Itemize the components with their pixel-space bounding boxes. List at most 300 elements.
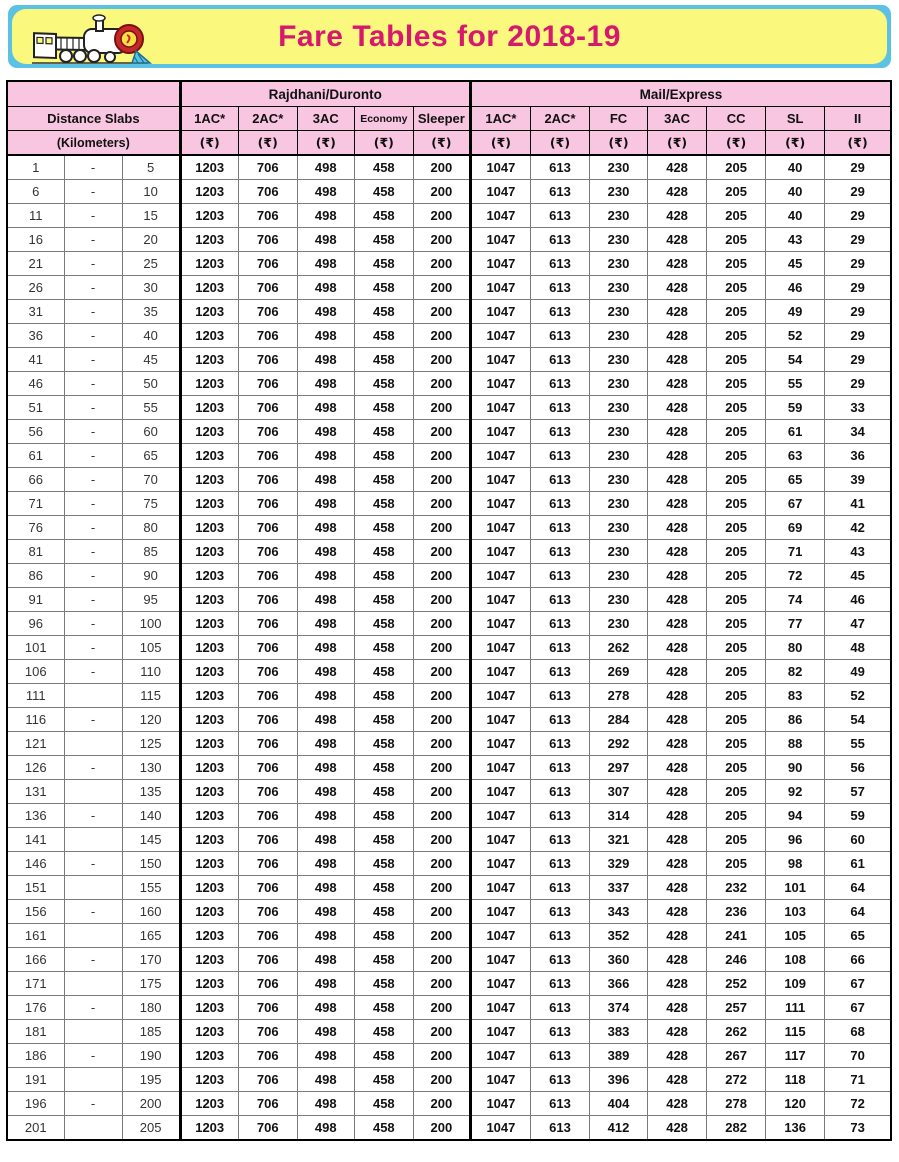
distance-dash-cell (64, 972, 122, 996)
distance-from-cell: 181 (7, 1020, 64, 1044)
table-row (7, 276, 891, 300)
fare-cell: 200 (413, 396, 470, 420)
fare-cell: 458 (354, 228, 413, 252)
fare-cell: 45 (825, 564, 891, 588)
distance-from-cell: 96 (7, 612, 64, 636)
fare-cell: 498 (297, 972, 354, 996)
fare-cell: 205 (707, 852, 766, 876)
distance-to-cell: 195 (122, 1068, 180, 1092)
currency-unit-cell: (₹) (180, 131, 238, 156)
fare-cell: 230 (590, 588, 648, 612)
fare-cell: 200 (413, 612, 470, 636)
distance-to-cell: 95 (122, 588, 180, 612)
table-row (7, 732, 891, 756)
distance-to-cell: 145 (122, 828, 180, 852)
table-row (7, 1020, 891, 1044)
table-row (7, 612, 891, 636)
table-row (7, 564, 891, 588)
fare-cell: 706 (238, 852, 297, 876)
fare-cell: 54 (766, 348, 825, 372)
fare-cell: 1047 (470, 276, 530, 300)
fare-cell: 205 (707, 372, 766, 396)
distance-to-cell: 10 (122, 180, 180, 204)
distance-dash-cell: - (64, 900, 122, 924)
fare-cell: 230 (590, 444, 648, 468)
fare-cell: 498 (297, 924, 354, 948)
fare-cell: 1047 (470, 756, 530, 780)
fare-table (6, 80, 892, 1141)
table-row (7, 708, 891, 732)
fare-cell: 498 (297, 996, 354, 1020)
fare-cell: 613 (530, 636, 589, 660)
fare-cell: 1047 (470, 324, 530, 348)
class-header-raj-economy: Economy (354, 107, 413, 131)
fare-cell: 498 (297, 684, 354, 708)
table-row (7, 924, 891, 948)
fare-cell: 101 (766, 876, 825, 900)
fare-cell: 498 (297, 396, 354, 420)
fare-cell: 458 (354, 612, 413, 636)
fare-cell: 428 (648, 780, 707, 804)
fare-cell: 613 (530, 420, 589, 444)
distance-dash-cell: - (64, 420, 122, 444)
fare-cell: 706 (238, 876, 297, 900)
fare-cell: 230 (590, 252, 648, 276)
fare-cell: 205 (707, 756, 766, 780)
fare-cell: 1047 (470, 396, 530, 420)
table-row (7, 1092, 891, 1116)
table-row (7, 228, 891, 252)
distance-from-cell: 61 (7, 444, 64, 468)
fare-cell: 230 (590, 564, 648, 588)
table-row (7, 948, 891, 972)
table-row (7, 684, 891, 708)
fare-cell: 205 (707, 252, 766, 276)
fare-cell: 428 (648, 1092, 707, 1116)
fare-cell: 292 (590, 732, 648, 756)
fare-cell: 200 (413, 756, 470, 780)
distance-from-cell: 151 (7, 876, 64, 900)
fare-cell: 117 (766, 1044, 825, 1068)
fare-cell: 1203 (180, 324, 238, 348)
distance-from-cell: 106 (7, 660, 64, 684)
header-empty-cell (7, 81, 180, 107)
fare-cell: 29 (825, 155, 891, 180)
fare-cell: 428 (648, 420, 707, 444)
fare-cell: 205 (707, 276, 766, 300)
fare-cell: 458 (354, 852, 413, 876)
fare-cell: 706 (238, 396, 297, 420)
fare-cell: 1203 (180, 852, 238, 876)
distance-from-cell: 171 (7, 972, 64, 996)
distance-from-cell: 71 (7, 492, 64, 516)
fare-cell: 200 (413, 252, 470, 276)
table-row (7, 780, 891, 804)
fare-cell: 200 (413, 972, 470, 996)
fare-cell: 29 (825, 324, 891, 348)
fare-cell: 70 (825, 1044, 891, 1068)
fare-cell: 257 (707, 996, 766, 1020)
fare-cell: 321 (590, 828, 648, 852)
distance-to-cell: 30 (122, 276, 180, 300)
distance-to-cell: 140 (122, 804, 180, 828)
fare-cell: 1047 (470, 540, 530, 564)
fare-cell: 43 (825, 540, 891, 564)
distance-dash-cell: - (64, 324, 122, 348)
fare-cell: 1047 (470, 1116, 530, 1141)
fare-cell: 43 (766, 228, 825, 252)
distance-dash-cell: - (64, 276, 122, 300)
fare-cell: 706 (238, 516, 297, 540)
fare-cell: 706 (238, 708, 297, 732)
fare-cell: 63 (766, 444, 825, 468)
fare-cell: 412 (590, 1116, 648, 1141)
distance-from-cell: 36 (7, 324, 64, 348)
fare-cell: 1047 (470, 684, 530, 708)
fare-cell: 498 (297, 780, 354, 804)
distance-from-cell: 46 (7, 372, 64, 396)
fare-cell: 200 (413, 1020, 470, 1044)
fare-cell: 706 (238, 732, 297, 756)
fare-cell: 252 (707, 972, 766, 996)
fare-cell: 613 (530, 852, 589, 876)
fare-cell: 205 (707, 420, 766, 444)
fare-cell: 205 (707, 204, 766, 228)
fare-cell: 200 (413, 204, 470, 228)
fare-cell: 49 (766, 300, 825, 324)
fare-cell: 118 (766, 1068, 825, 1092)
fare-cell: 39 (825, 468, 891, 492)
fare-cell: 329 (590, 852, 648, 876)
distance-from-cell: 1 (7, 155, 64, 180)
fare-cell: 1047 (470, 636, 530, 660)
fare-cell: 428 (648, 996, 707, 1020)
fare-cell: 498 (297, 155, 354, 180)
fare-cell: 428 (648, 444, 707, 468)
fare-cell: 1203 (180, 588, 238, 612)
fare-cell: 1203 (180, 1068, 238, 1092)
fare-cell: 205 (707, 588, 766, 612)
fare-cell: 458 (354, 1116, 413, 1141)
fare-cell: 498 (297, 1092, 354, 1116)
fare-cell: 428 (648, 348, 707, 372)
distance-dash-cell: - (64, 204, 122, 228)
fare-cell: 613 (530, 996, 589, 1020)
fare-cell: 47 (825, 612, 891, 636)
fare-cell: 706 (238, 204, 297, 228)
fare-cell: 613 (530, 660, 589, 684)
fare-cell: 706 (238, 324, 297, 348)
fare-cell: 284 (590, 708, 648, 732)
fare-cell: 458 (354, 948, 413, 972)
distance-dash-cell (64, 828, 122, 852)
distance-to-cell: 80 (122, 516, 180, 540)
fare-cell: 56 (825, 756, 891, 780)
fare-cell: 458 (354, 180, 413, 204)
fare-cell: 230 (590, 155, 648, 180)
fare-cell: 428 (648, 588, 707, 612)
fare-cell: 1203 (180, 828, 238, 852)
fare-cell: 498 (297, 492, 354, 516)
fare-cell: 498 (297, 204, 354, 228)
distance-dash-cell: - (64, 180, 122, 204)
fare-cell: 42 (825, 516, 891, 540)
fare-cell: 706 (238, 252, 297, 276)
distance-dash-cell: - (64, 852, 122, 876)
fare-cell: 200 (413, 492, 470, 516)
fare-cell: 706 (238, 900, 297, 924)
fare-cell: 706 (238, 1068, 297, 1092)
fare-cell: 1047 (470, 732, 530, 756)
fare-cell: 29 (825, 252, 891, 276)
fare-cell: 428 (648, 516, 707, 540)
table-row (7, 444, 891, 468)
fare-cell: 428 (648, 155, 707, 180)
fare-cell: 498 (297, 732, 354, 756)
fare-cell: 498 (297, 300, 354, 324)
fare-cell: 1203 (180, 516, 238, 540)
fare-cell: 90 (766, 756, 825, 780)
fare-cell: 1203 (180, 348, 238, 372)
fare-cell: 1203 (180, 492, 238, 516)
fare-cell: 205 (707, 324, 766, 348)
class-header-raj-1ac: 1AC* (180, 107, 238, 131)
fare-cell: 1203 (180, 924, 238, 948)
fare-cell: 498 (297, 324, 354, 348)
fare-cell: 706 (238, 564, 297, 588)
distance-to-cell: 45 (122, 348, 180, 372)
fare-cell: 205 (707, 636, 766, 660)
fare-cell: 297 (590, 756, 648, 780)
table-row (7, 660, 891, 684)
fare-cell: 200 (413, 348, 470, 372)
fare-cell: 200 (413, 372, 470, 396)
fare-cell: 230 (590, 276, 648, 300)
fare-cell: 613 (530, 252, 589, 276)
fare-cell: 706 (238, 1092, 297, 1116)
currency-unit-cell: (₹) (354, 131, 413, 156)
fare-cell: 428 (648, 564, 707, 588)
fare-cell: 1203 (180, 636, 238, 660)
fare-cell: 200 (413, 636, 470, 660)
fare-cell: 29 (825, 180, 891, 204)
fare-cell: 498 (297, 1116, 354, 1141)
distance-dash-cell: - (64, 468, 122, 492)
fare-cell: 613 (530, 300, 589, 324)
fare-cell: 115 (766, 1020, 825, 1044)
fare-cell: 232 (707, 876, 766, 900)
fare-cell: 428 (648, 468, 707, 492)
fare-cell: 200 (413, 1092, 470, 1116)
fare-cell: 1047 (470, 1020, 530, 1044)
group-header-mail-express: Mail/Express (470, 81, 891, 107)
fare-cell: 41 (825, 492, 891, 516)
fare-cell: 64 (825, 876, 891, 900)
fare-cell: 262 (707, 1020, 766, 1044)
fare-cell: 458 (354, 300, 413, 324)
fare-cell: 706 (238, 996, 297, 1020)
fare-cell: 92 (766, 780, 825, 804)
fare-cell: 498 (297, 612, 354, 636)
fare-cell: 200 (413, 828, 470, 852)
fare-cell: 1047 (470, 180, 530, 204)
distance-to-cell: 115 (122, 684, 180, 708)
distance-to-cell: 110 (122, 660, 180, 684)
fare-cell: 205 (707, 540, 766, 564)
fare-cell: 1203 (180, 684, 238, 708)
distance-dash-cell: - (64, 516, 122, 540)
fare-cell: 613 (530, 612, 589, 636)
distance-dash-cell: - (64, 804, 122, 828)
fare-cell: 428 (648, 1116, 707, 1141)
fare-cell: 1047 (470, 588, 530, 612)
fare-cell: 613 (530, 324, 589, 348)
fare-cell: 428 (648, 660, 707, 684)
fare-cell: 458 (354, 1068, 413, 1092)
fare-cell: 613 (530, 780, 589, 804)
fare-cell: 389 (590, 1044, 648, 1068)
fare-cell: 1203 (180, 756, 238, 780)
distance-from-cell: 186 (7, 1044, 64, 1068)
fare-cell: 205 (707, 828, 766, 852)
fare-cell: 29 (825, 300, 891, 324)
fare-cell: 613 (530, 948, 589, 972)
fare-cell: 200 (413, 324, 470, 348)
fare-cell: 200 (413, 540, 470, 564)
fare-cell: 200 (413, 1116, 470, 1141)
fare-cell: 458 (354, 252, 413, 276)
fare-cell: 1203 (180, 444, 238, 468)
fare-cell: 706 (238, 155, 297, 180)
fare-cell: 71 (825, 1068, 891, 1092)
fare-cell: 205 (707, 612, 766, 636)
fare-cell: 458 (354, 828, 413, 852)
fare-cell: 205 (707, 732, 766, 756)
currency-unit-cell: (₹) (413, 131, 470, 156)
table-row (7, 900, 891, 924)
fare-cell: 29 (825, 228, 891, 252)
table-row (7, 324, 891, 348)
distance-from-cell: 56 (7, 420, 64, 444)
fare-cell: 1047 (470, 948, 530, 972)
fare-cell: 98 (766, 852, 825, 876)
distance-dash-cell (64, 876, 122, 900)
fare-cell: 52 (766, 324, 825, 348)
fare-cell: 458 (354, 492, 413, 516)
fare-cell: 706 (238, 468, 297, 492)
fare-cell: 404 (590, 1092, 648, 1116)
fare-cell: 282 (707, 1116, 766, 1141)
fare-cell: 613 (530, 180, 589, 204)
distance-to-cell: 20 (122, 228, 180, 252)
banner (8, 5, 891, 68)
fare-cell: 1203 (180, 732, 238, 756)
fare-cell: 613 (530, 732, 589, 756)
fare-cell: 458 (354, 756, 413, 780)
fare-cell: 67 (825, 996, 891, 1020)
fare-cell: 458 (354, 348, 413, 372)
fare-cell: 706 (238, 1116, 297, 1141)
fare-cell: 46 (766, 276, 825, 300)
fare-cell: 29 (825, 276, 891, 300)
fare-cell: 200 (413, 732, 470, 756)
distance-dash-cell (64, 1020, 122, 1044)
fare-cell: 498 (297, 708, 354, 732)
fare-cell: 1047 (470, 996, 530, 1020)
fare-cell: 613 (530, 492, 589, 516)
fare-cell: 352 (590, 924, 648, 948)
distance-dash-cell: - (64, 708, 122, 732)
distance-to-cell: 165 (122, 924, 180, 948)
fare-cell: 103 (766, 900, 825, 924)
fare-cell: 200 (413, 684, 470, 708)
table-row (7, 804, 891, 828)
fare-cell: 200 (413, 1068, 470, 1092)
table-row (7, 252, 891, 276)
distance-dash-cell: - (64, 996, 122, 1020)
fare-cell: 205 (707, 444, 766, 468)
fare-cell: 205 (707, 180, 766, 204)
fare-cell: 230 (590, 324, 648, 348)
fare-cell: 458 (354, 420, 413, 444)
fare-cell: 205 (707, 804, 766, 828)
fare-cell: 613 (530, 1044, 589, 1068)
fare-cell: 64 (825, 900, 891, 924)
fare-cell: 200 (413, 300, 470, 324)
fare-cell: 613 (530, 708, 589, 732)
fare-cell: 200 (413, 804, 470, 828)
table-row (7, 588, 891, 612)
class-header-raj-sleeper: Sleeper (413, 107, 470, 131)
currency-unit-cell: (₹) (648, 131, 707, 156)
distance-to-cell: 185 (122, 1020, 180, 1044)
fare-cell: 205 (707, 155, 766, 180)
fare-cell: 96 (766, 828, 825, 852)
fare-cell: 230 (590, 516, 648, 540)
fare-cell: 613 (530, 588, 589, 612)
fare-cell: 1047 (470, 780, 530, 804)
fare-cell: 61 (766, 420, 825, 444)
fare-cell: 613 (530, 876, 589, 900)
fare-cell: 73 (825, 1116, 891, 1141)
fare-cell: 706 (238, 444, 297, 468)
fare-cell: 1203 (180, 420, 238, 444)
fare-cell: 205 (707, 708, 766, 732)
fare-cell: 613 (530, 276, 589, 300)
fare-cell: 200 (413, 444, 470, 468)
fare-cell: 314 (590, 804, 648, 828)
fare-cell: 498 (297, 348, 354, 372)
distance-from-cell: 156 (7, 900, 64, 924)
fare-cell: 498 (297, 228, 354, 252)
fare-cell: 80 (766, 636, 825, 660)
class-header-mail-2ac: 2AC* (530, 107, 589, 131)
distance-from-cell: 131 (7, 780, 64, 804)
fare-cell: 200 (413, 780, 470, 804)
distance-from-cell: 66 (7, 468, 64, 492)
currency-unit-cell: (₹) (530, 131, 589, 156)
fare-cell: 498 (297, 276, 354, 300)
fare-cell: 1203 (180, 948, 238, 972)
class-header-mail-ii: II (825, 107, 891, 131)
fare-cell: 1203 (180, 708, 238, 732)
fare-cell: 71 (766, 540, 825, 564)
table-row (7, 516, 891, 540)
fare-cell: 498 (297, 540, 354, 564)
fare-cell: 458 (354, 540, 413, 564)
distance-from-cell: 6 (7, 180, 64, 204)
table-row (7, 155, 891, 180)
